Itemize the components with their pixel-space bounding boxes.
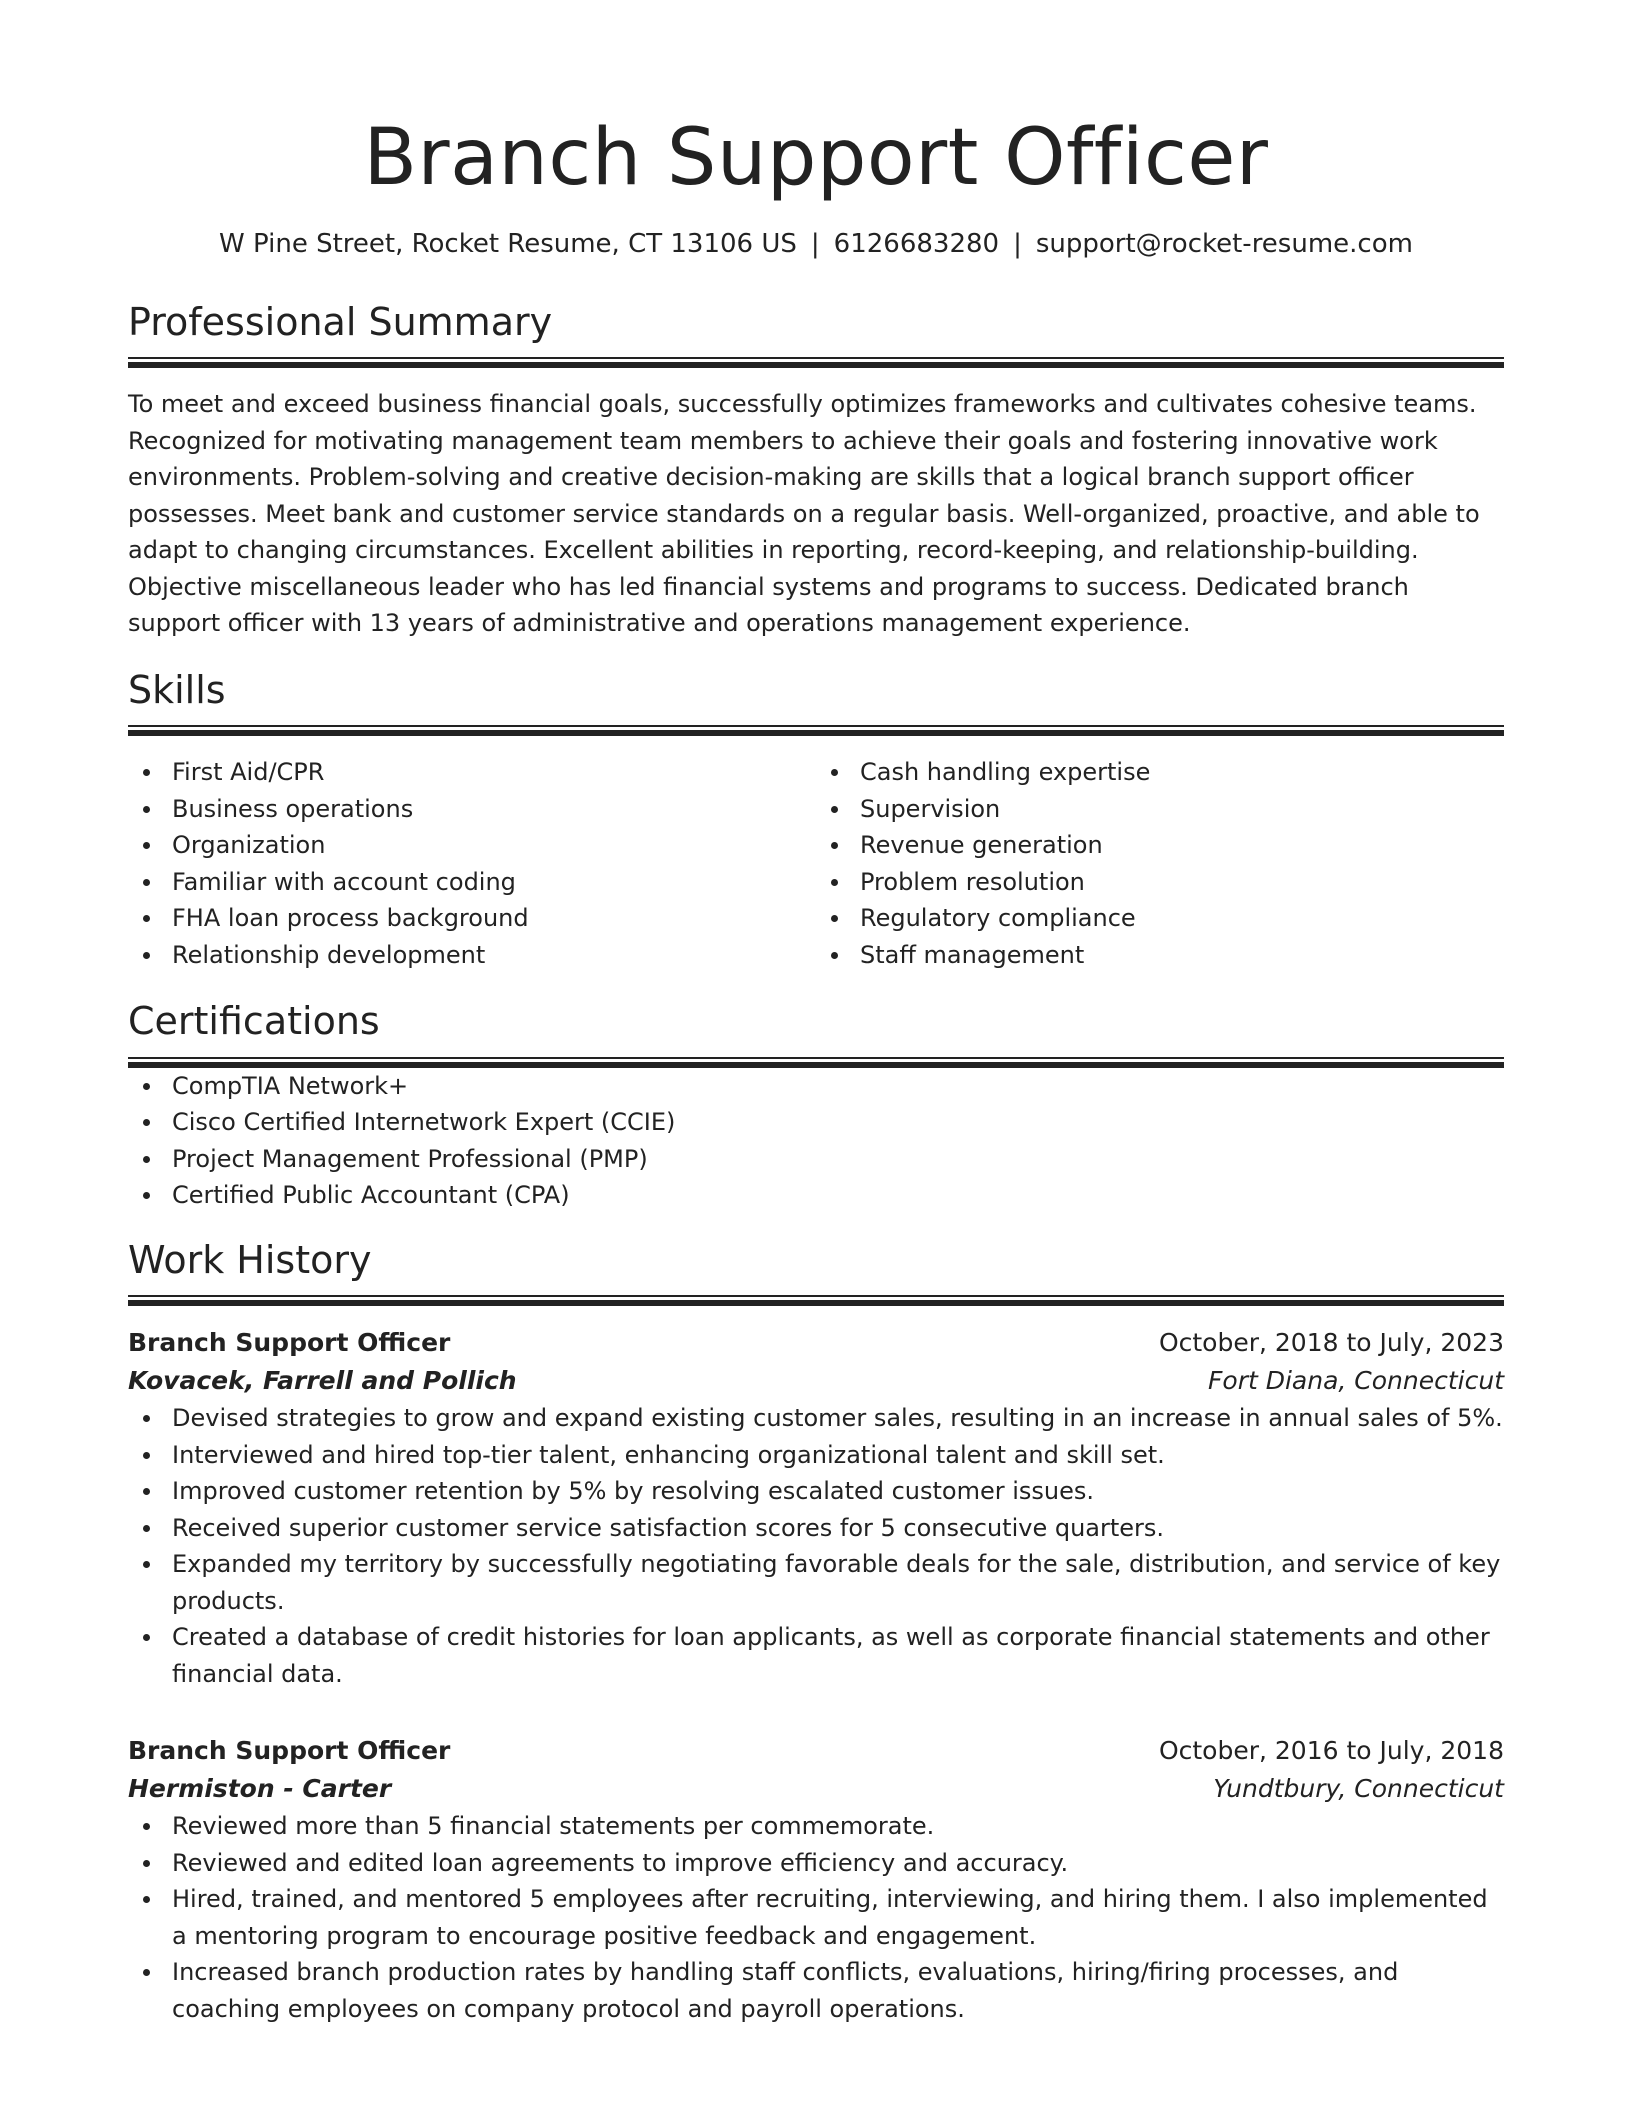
skill-item: Cash handling expertise xyxy=(816,754,1504,791)
skill-item: FHA loan process background xyxy=(128,900,816,937)
job-location: Yundtbury, Connecticut xyxy=(1213,1774,1504,1804)
section-divider xyxy=(128,725,1504,736)
job-bullet: Received superior customer service satisfaction scores for 5 consecutive quarters. xyxy=(128,1510,1504,1547)
section-divider xyxy=(128,357,1504,368)
job-bullet: Increased branch production rates by handling staff conflicts, evaluations, hiring/firing processes, and coaching employees on company protocol and payroll operations. xyxy=(128,1954,1504,2027)
contact-phone: 6126683280 xyxy=(833,228,1000,259)
job-entry xyxy=(128,1732,1504,2027)
skill-item: Organization xyxy=(128,827,816,864)
work-history-heading: Work History xyxy=(128,1237,372,1282)
summary-text: To meet and exceed business financial goals, successfully optimizes frameworks and cultivates cohesive teams. Recognized for motivating management team members to achieve their goals and fostering innovative work environments. Problem-solving and creative decision-making are skills that a logical branch support officer possesses. Meet bank and customer service standards on a regular basis. Well-organized, proactive, and able to adapt to changing circumstances. Excellent abilities in reporting, record-keeping, and relationship-building. Objective miscellaneous leader who has led financial systems and programs to success. Dedicated branch support officer with 13 years of administrative and operations management experience. xyxy=(128,390,1480,638)
job-title: Branch Support Officer xyxy=(128,1328,451,1358)
job-header-row xyxy=(128,1324,1504,1362)
work-history-section xyxy=(128,1238,1504,2028)
job-company-row xyxy=(128,1362,1504,1400)
certification-item: Cisco Certified Internetwork Expert (CCIE) xyxy=(128,1104,1504,1141)
certification-item: Certified Public Accountant (CPA) xyxy=(128,1177,1504,1214)
skill-item: First Aid/CPR xyxy=(128,754,816,791)
job-bullet: Hired, trained, and mentored 5 employees after recruiting, interviewing, and hiring them. I also implemented a mentoring program to encourage positive feedback and engagement. xyxy=(128,1881,1504,1954)
contact-email: support@rocket-resume.com xyxy=(1035,228,1413,259)
job-bullet: Improved customer retention by 5% by resolving escalated customer issues. xyxy=(128,1473,1504,1510)
job-bullet: Devised strategies to grow and expand existing customer sales, resulting in an increase in annual sales of 5%. xyxy=(128,1400,1504,1437)
contact-separator: | xyxy=(1013,228,1022,259)
job-dates: October, 2018 to July, 2023 xyxy=(1158,1328,1504,1358)
section-divider xyxy=(128,1057,1504,1068)
skill-item: Revenue generation xyxy=(816,827,1504,864)
skills-grid xyxy=(128,754,1504,973)
contact-address: W Pine Street, Rocket Resume, CT 13106 US xyxy=(219,228,797,259)
job-company: Kovacek, Farrell and Pollich xyxy=(128,1366,517,1396)
job-company-row xyxy=(128,1770,1504,1808)
certification-item: Project Management Professional (PMP) xyxy=(128,1141,1504,1178)
skill-item: Staff management xyxy=(816,937,1504,974)
job-bullets xyxy=(128,1400,1504,1692)
certifications-heading: Certifications xyxy=(128,999,380,1044)
skills-section xyxy=(128,668,1504,974)
certification-item: CompTIA Network+ xyxy=(128,1068,1504,1105)
job-bullet: Expanded my territory by successfully negotiating favorable deals for the sale, distribution, and service of key products. xyxy=(128,1546,1504,1619)
job-company: Hermiston - Carter xyxy=(128,1774,392,1804)
resume-name: Branch Support Officer xyxy=(363,113,1269,203)
skill-item: Supervision xyxy=(816,791,1504,828)
job-header-row xyxy=(128,1732,1504,1770)
skill-item: Problem resolution xyxy=(816,864,1504,901)
skill-item: Business operations xyxy=(128,791,816,828)
skills-heading: Skills xyxy=(128,667,226,712)
job-title: Branch Support Officer xyxy=(128,1736,451,1766)
contact-separator: | xyxy=(810,228,820,259)
job-location: Fort Diana, Connecticut xyxy=(1208,1366,1504,1396)
job-bullet: Reviewed more than 5 financial statements per commemorate. xyxy=(128,1808,1504,1845)
skill-item: Relationship development xyxy=(128,937,816,974)
job-entry xyxy=(128,1324,1504,1692)
contact-line xyxy=(128,228,1504,262)
summary-section xyxy=(128,300,1504,642)
skill-item: Regulatory compliance xyxy=(816,900,1504,937)
job-bullet: Reviewed and edited loan agreements to improve efficiency and accuracy. xyxy=(128,1845,1504,1882)
certifications-section xyxy=(128,999,1504,1214)
certifications-list xyxy=(128,1068,1504,1214)
skills-list-left xyxy=(128,754,816,973)
skills-list-right xyxy=(816,754,1504,973)
summary-heading: Professional Summary xyxy=(128,299,553,344)
job-bullet: Created a database of credit histories for loan applicants, as well as corporate financial statements and other financial data. xyxy=(128,1619,1504,1692)
job-bullets xyxy=(128,1808,1504,2027)
job-dates: October, 2016 to July, 2018 xyxy=(1158,1736,1504,1766)
skill-item: Familiar with account coding xyxy=(128,864,816,901)
section-divider xyxy=(128,1295,1504,1306)
job-bullet: Interviewed and hired top-tier talent, enhancing organizational talent and skill set. xyxy=(128,1437,1504,1474)
